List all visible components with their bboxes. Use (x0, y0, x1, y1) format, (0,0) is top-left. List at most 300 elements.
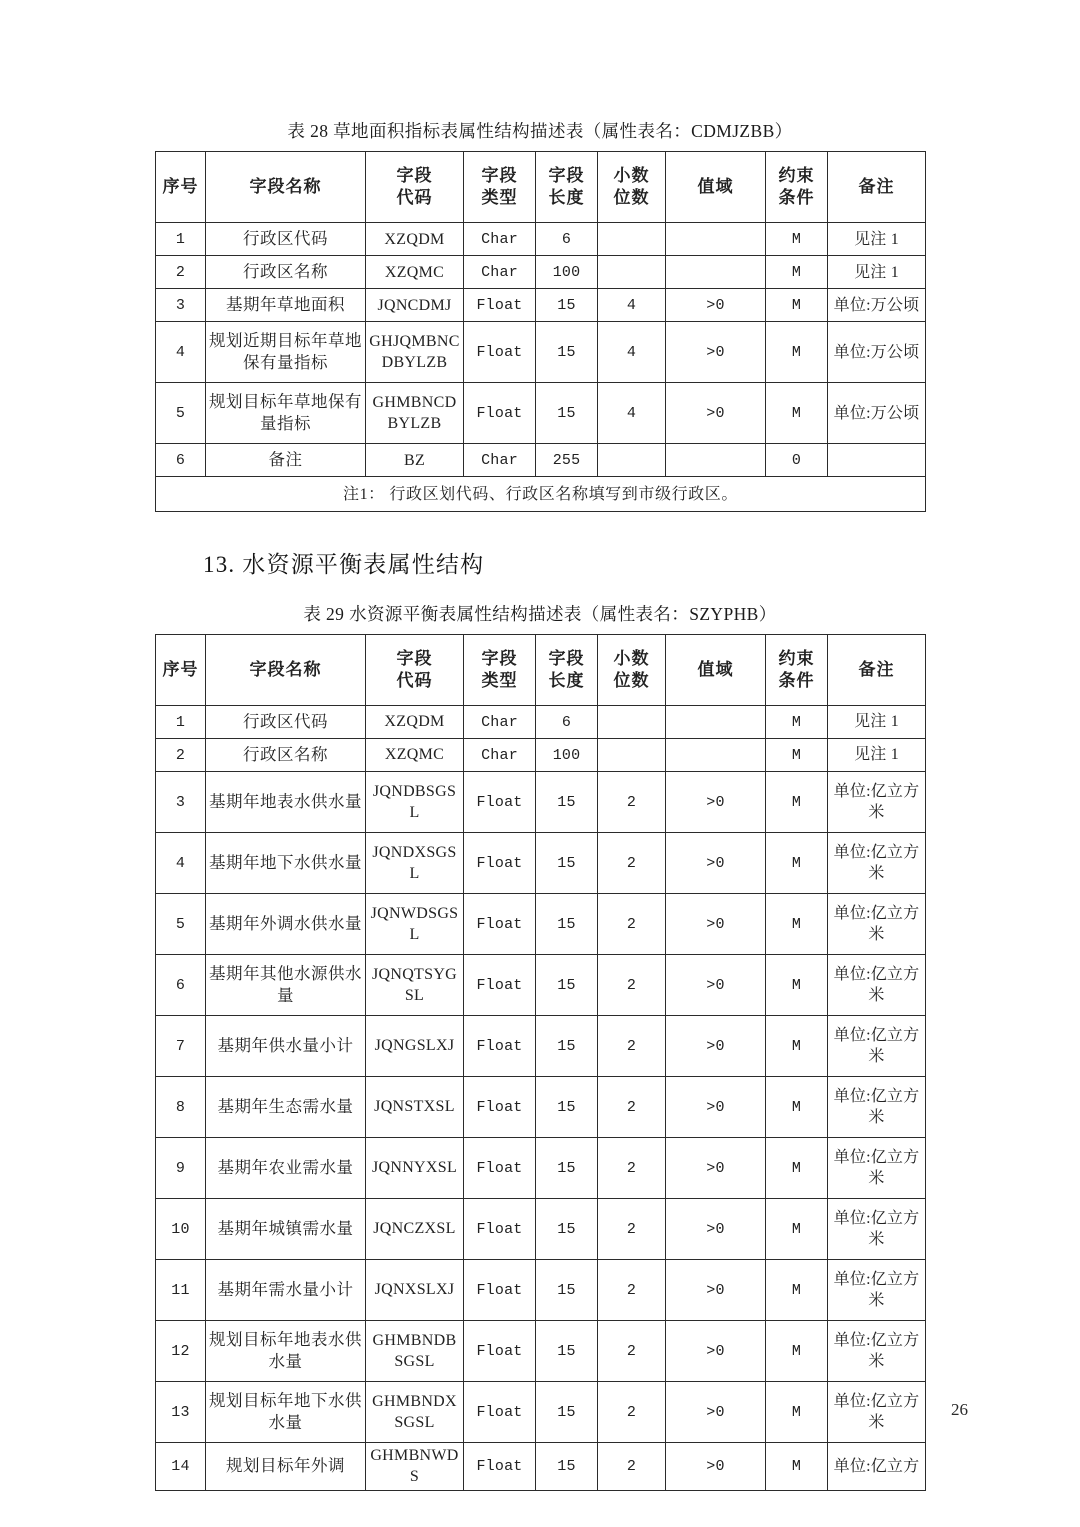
cell-text-idx: 4 (175, 344, 186, 362)
cell-dec (598, 772, 666, 833)
cell-text-idx: 3 (175, 793, 186, 811)
cell-name (206, 1199, 366, 1260)
cell-text-code: XZQDM (384, 230, 445, 248)
cell-text-dom: >0 (706, 297, 725, 315)
table-row (156, 1199, 926, 1260)
cell-text-type: Char (481, 231, 518, 249)
table-row (156, 322, 926, 383)
column-header-line2: 长度 (548, 188, 585, 208)
cell-text-idx: 7 (175, 1037, 186, 1055)
cell-text-dom: >0 (706, 854, 725, 872)
cell-text-code: XZQMC (384, 263, 445, 281)
cell-text-cons: 0 (791, 452, 802, 470)
column-header-idx (156, 635, 206, 706)
cell-len (536, 772, 598, 833)
cell-cons (766, 322, 828, 383)
table-28-footer (156, 477, 926, 512)
cell-text-cons: M (791, 1220, 802, 1238)
cell-text-name: 规划目标年地下水供水量 (209, 1390, 362, 1432)
cell-text-rem: 单位:亿立方米 (833, 782, 920, 821)
column-header-type (464, 152, 536, 223)
cell-cons (766, 955, 828, 1016)
cell-text-idx: 4 (175, 854, 186, 872)
table-row (156, 1443, 926, 1491)
cell-text-idx: 2 (175, 264, 186, 282)
page-number: 26 (951, 1400, 968, 1419)
cell-text-cons: M (791, 1403, 802, 1421)
cell-text-len: 15 (557, 405, 576, 423)
cell-text-cons: M (791, 793, 802, 811)
cell-dom (666, 739, 766, 772)
cell-dec (598, 1199, 666, 1260)
cell-text-dom: >0 (706, 1403, 725, 1421)
cell-text-rem: 见注 1 (854, 230, 899, 248)
cell-dec (598, 383, 666, 444)
cell-code (366, 1443, 464, 1491)
table-row (156, 1138, 926, 1199)
cell-text-name: 基期年地表水供水量 (209, 791, 362, 811)
cell-len (536, 1443, 598, 1491)
cell-cons (766, 223, 828, 256)
table-row (156, 833, 926, 894)
cell-name (206, 223, 366, 256)
cell-idx (156, 383, 206, 444)
cell-text-name: 基期年需水量小计 (217, 1279, 354, 1299)
cell-text-code: JQNDBSGSL (372, 782, 457, 821)
cell-idx (156, 1443, 206, 1491)
cell-dom (666, 1199, 766, 1260)
cell-dom (666, 289, 766, 322)
cell-type (464, 444, 536, 477)
cell-text-dec: 4 (626, 297, 637, 315)
cell-code (366, 444, 464, 477)
cell-rem (828, 739, 926, 772)
cell-name (206, 1443, 366, 1491)
cell-text-type: Float (476, 1403, 523, 1421)
column-header-line1: 备注 (858, 659, 895, 679)
cell-cons (766, 1138, 828, 1199)
cell-text-code: GHMBNCDBYLZB (372, 393, 457, 433)
column-header-rem (828, 152, 926, 223)
column-header-len (536, 635, 598, 706)
cell-text-cons: M (791, 746, 802, 764)
cell-len (536, 322, 598, 383)
table-29-caption: 表 29 水资源平衡表属性结构描述表（属性表名：SZYPHB） (303, 603, 777, 624)
cell-rem (828, 955, 926, 1016)
column-header-line1: 序号 (162, 659, 199, 679)
cell-text-rem: 单位:亿立方米 (833, 965, 920, 1004)
cell-text-code: JQNCZXSL (373, 1220, 456, 1238)
cell-idx (156, 739, 206, 772)
cell-dec (598, 322, 666, 383)
column-header-code (366, 635, 464, 706)
cell-rem (828, 833, 926, 894)
cell-dec (598, 1382, 666, 1443)
cell-idx (156, 1138, 206, 1199)
column-header-line2: 位数 (613, 188, 650, 208)
cell-cons (766, 1016, 828, 1077)
cell-code (366, 833, 464, 894)
cell-text-name: 规划近期目标年草地保有量指标 (209, 330, 362, 373)
cell-text-type: Float (476, 1037, 523, 1055)
cell-text-type: Float (476, 1458, 523, 1476)
column-header-line1: 字段名称 (249, 659, 322, 679)
cell-text-name: 行政区代码 (243, 711, 328, 731)
cell-text-code: JQNGSLXJ (374, 1037, 455, 1055)
cell-text-type: Float (476, 854, 523, 872)
cell-text-dec: 2 (626, 1037, 637, 1055)
cell-text-rem: 见注 1 (854, 746, 899, 764)
cell-text-name: 基期年草地面积 (226, 295, 345, 315)
column-header-line2: 类型 (481, 671, 518, 690)
cell-type (464, 1382, 536, 1443)
cell-name (206, 289, 366, 322)
cell-len (536, 444, 598, 477)
cell-text-name: 规划目标年地表水供水量 (209, 1329, 362, 1371)
cell-name (206, 1016, 366, 1077)
cell-text-idx: 1 (175, 713, 186, 731)
column-header-line1: 字段名称 (249, 177, 322, 197)
cell-text-code: GHMBNWDS (370, 1447, 459, 1486)
table-row (156, 772, 926, 833)
cell-text-type: Float (476, 793, 523, 811)
cell-dom (666, 322, 766, 383)
cell-text-len: 15 (557, 1220, 576, 1238)
cell-text-name: 规划目标年外调 (226, 1456, 345, 1476)
cell-type (464, 1077, 536, 1138)
table-row (156, 955, 926, 1016)
cell-text-idx: 6 (175, 452, 186, 470)
cell-text-len: 6 (561, 231, 572, 249)
cell-type (464, 1260, 536, 1321)
cell-text-idx: 8 (175, 1098, 186, 1116)
cell-code (366, 1382, 464, 1443)
cell-type (464, 1321, 536, 1382)
cell-rem (828, 1382, 926, 1443)
cell-text-type: Float (476, 297, 523, 315)
cell-text-len: 100 (552, 746, 581, 764)
cell-len (536, 383, 598, 444)
cell-text-idx: 14 (171, 1458, 190, 1476)
cell-code (366, 383, 464, 444)
cell-type (464, 833, 536, 894)
cell-code (366, 739, 464, 772)
table-29-header-row (156, 635, 926, 706)
cell-dec (598, 1077, 666, 1138)
cell-text-idx: 3 (175, 297, 186, 315)
cell-text-rem: 单位:亿立方米 (833, 1331, 920, 1370)
cell-text-dom: >0 (706, 793, 725, 811)
cell-text-code: JQNNYXSL (371, 1159, 458, 1177)
cell-type (464, 223, 536, 256)
cell-text-dec: 2 (626, 1403, 637, 1421)
cell-text-rem: 单位:亿立方米 (833, 1270, 920, 1309)
cell-idx (156, 1321, 206, 1382)
cell-text-cons: M (791, 297, 802, 315)
cell-name (206, 706, 366, 739)
cell-code (366, 955, 464, 1016)
cell-len (536, 1260, 598, 1321)
cell-rem (828, 256, 926, 289)
column-header-line2: 条件 (778, 188, 815, 208)
column-header-dec (598, 635, 666, 706)
cell-text-cons: M (791, 264, 802, 282)
cell-dom (666, 1260, 766, 1321)
cell-dom (666, 223, 766, 256)
cell-text-idx: 1 (175, 231, 186, 249)
column-header-line2: 位数 (613, 671, 650, 690)
column-header-line1: 字段 (548, 648, 585, 668)
cell-dec (598, 444, 666, 477)
cell-len (536, 894, 598, 955)
cell-text-dom: >0 (706, 1220, 725, 1238)
cell-text-len: 6 (561, 713, 572, 731)
cell-rem (828, 1077, 926, 1138)
cell-idx (156, 256, 206, 289)
cell-dec (598, 894, 666, 955)
cell-cons (766, 1443, 828, 1491)
cell-dom (666, 1016, 766, 1077)
table-row (156, 223, 926, 256)
table-28-header (156, 152, 926, 223)
cell-text-name: 基期年地下水供水量 (209, 852, 362, 872)
cell-dom (666, 1321, 766, 1382)
table-29-header (156, 635, 926, 706)
column-header-dom (666, 635, 766, 706)
cell-text-type: Float (476, 1098, 523, 1116)
table-row (156, 706, 926, 739)
cell-name (206, 1260, 366, 1321)
cell-text-rem: 单位:亿立方米 (833, 1026, 920, 1065)
cell-text-cons: M (791, 1098, 802, 1116)
column-header-line1: 约束 (778, 165, 815, 185)
column-header-line1: 备注 (858, 177, 895, 197)
cell-type (464, 256, 536, 289)
cell-text-cons: M (791, 231, 802, 249)
cell-idx (156, 833, 206, 894)
cell-cons (766, 289, 828, 322)
cell-rem (828, 1260, 926, 1321)
table-row (156, 1016, 926, 1077)
cell-text-len: 15 (557, 976, 576, 994)
cell-text-name: 行政区名称 (243, 262, 328, 282)
cell-text-code: JQNCDMJ (377, 296, 452, 314)
cell-name (206, 833, 366, 894)
column-header-line2: 长度 (548, 671, 585, 690)
cell-text-cons: M (791, 344, 802, 362)
cell-text-rem: 单位:亿立方米 (833, 904, 920, 943)
cell-name (206, 322, 366, 383)
cell-text-len: 255 (552, 452, 581, 470)
table-28-note: 注1： 行政区划代码、行政区名称填写到市级行政区。 (156, 477, 926, 512)
cell-text-len: 15 (557, 1098, 576, 1116)
cell-text-dom: >0 (706, 1098, 725, 1116)
cell-len (536, 1077, 598, 1138)
cell-name (206, 739, 366, 772)
table-row (156, 1321, 926, 1382)
cell-text-dom: >0 (706, 976, 725, 994)
cell-text-dec: 2 (626, 1458, 637, 1476)
cell-text-type: Float (476, 405, 523, 423)
cell-code (366, 1260, 464, 1321)
cell-dec (598, 706, 666, 739)
cell-name (206, 1321, 366, 1382)
cell-type (464, 1016, 536, 1077)
cell-text-dom: >0 (706, 915, 725, 933)
cell-cons (766, 706, 828, 739)
cell-text-type: Char (481, 713, 518, 731)
cell-text-dom: >0 (706, 1281, 725, 1299)
cell-len (536, 1199, 598, 1260)
cell-text-len: 100 (552, 264, 581, 282)
cell-dec (598, 223, 666, 256)
cell-len (536, 706, 598, 739)
table-row (156, 739, 926, 772)
cell-text-dec: 2 (626, 793, 637, 811)
cell-cons (766, 1077, 828, 1138)
cell-text-idx: 6 (175, 976, 186, 994)
column-header-line1: 字段 (396, 648, 433, 668)
column-header-line1: 字段 (396, 165, 433, 185)
cell-rem (828, 1138, 926, 1199)
cell-dom (666, 772, 766, 833)
cell-code (366, 1321, 464, 1382)
cell-type (464, 289, 536, 322)
cell-code (366, 1077, 464, 1138)
cell-type (464, 739, 536, 772)
cell-text-name: 基期年供水量小计 (217, 1035, 354, 1055)
cell-text-rem: 见注 1 (854, 263, 899, 281)
cell-text-cons: M (791, 854, 802, 872)
cell-text-code: BZ (403, 451, 426, 469)
cell-code (366, 1138, 464, 1199)
table-28-header-row (156, 152, 926, 223)
cell-text-len: 15 (557, 1159, 576, 1177)
table-28 (155, 151, 926, 512)
cell-dom (666, 1443, 766, 1491)
cell-text-code: JQNQTSYGSL (371, 965, 458, 1004)
cell-cons (766, 1321, 828, 1382)
column-header-line2: 条件 (778, 671, 815, 690)
cell-text-idx: 11 (171, 1281, 190, 1299)
cell-text-cons: M (791, 1037, 802, 1055)
cell-code (366, 256, 464, 289)
cell-cons (766, 1260, 828, 1321)
cell-dom (666, 706, 766, 739)
cell-text-dec: 2 (626, 1281, 637, 1299)
cell-text-code: GHMBNDBSGSL (372, 1331, 457, 1370)
cell-text-name: 行政区名称 (243, 744, 328, 764)
cell-text-len: 15 (557, 1281, 576, 1299)
cell-rem (828, 223, 926, 256)
cell-dec (598, 289, 666, 322)
cell-len (536, 256, 598, 289)
table-29-body (156, 706, 926, 1491)
cell-text-dec: 2 (626, 1342, 637, 1360)
cell-text-name: 基期年生态需水量 (217, 1096, 354, 1116)
cell-name (206, 955, 366, 1016)
cell-text-rem: 单位:亿立方 (833, 1457, 920, 1475)
column-header-cons (766, 635, 828, 706)
cell-text-idx: 13 (171, 1403, 190, 1421)
cell-text-dom: >0 (706, 344, 725, 362)
cell-dom (666, 256, 766, 289)
cell-rem (828, 383, 926, 444)
cell-text-dec: 4 (626, 405, 637, 423)
cell-text-cons: M (791, 405, 802, 423)
cell-name (206, 894, 366, 955)
cell-dom (666, 833, 766, 894)
cell-dom (666, 894, 766, 955)
cell-dec (598, 1260, 666, 1321)
cell-cons (766, 444, 828, 477)
section-heading-13: 13. 水资源平衡表属性结构 (203, 552, 485, 578)
cell-text-len: 15 (557, 915, 576, 933)
cell-text-code: XZQMC (384, 746, 445, 764)
table-28-note-row (156, 477, 926, 512)
column-header-line2: 代码 (396, 188, 433, 208)
cell-len (536, 1382, 598, 1443)
cell-cons (766, 894, 828, 955)
cell-name (206, 444, 366, 477)
page-content (155, 118, 925, 1491)
column-header-line1: 序号 (162, 177, 199, 197)
cell-text-dec: 4 (626, 344, 637, 362)
cell-dom (666, 1382, 766, 1443)
table-row (156, 1077, 926, 1138)
cell-type (464, 1443, 536, 1491)
cell-idx (156, 444, 206, 477)
cell-text-len: 15 (557, 1458, 576, 1476)
cell-cons (766, 772, 828, 833)
cell-text-type: Float (476, 1159, 523, 1177)
cell-text-cons: M (791, 1281, 802, 1299)
cell-cons (766, 1382, 828, 1443)
table-row (156, 894, 926, 955)
cell-text-code: JQNSTXSL (374, 1098, 455, 1116)
cell-text-name: 备注 (268, 450, 303, 470)
cell-text-cons: M (791, 1458, 802, 1476)
cell-rem (828, 289, 926, 322)
cell-text-len: 15 (557, 854, 576, 872)
cell-text-code: XZQDM (384, 713, 445, 731)
cell-code (366, 1016, 464, 1077)
cell-type (464, 1199, 536, 1260)
cell-dom (666, 1077, 766, 1138)
cell-idx (156, 1016, 206, 1077)
table-row (156, 1382, 926, 1443)
cell-type (464, 322, 536, 383)
cell-text-cons: M (791, 1159, 802, 1177)
cell-text-name: 规划目标年草地保有量指标 (209, 391, 362, 434)
cell-code (366, 1199, 464, 1260)
cell-text-dom: >0 (706, 1342, 725, 1360)
cell-text-dec: 2 (626, 915, 637, 933)
column-header-line1: 小数 (613, 165, 650, 185)
cell-text-dec: 2 (626, 854, 637, 872)
cell-idx (156, 289, 206, 322)
cell-text-idx: 12 (171, 1342, 190, 1360)
cell-type (464, 706, 536, 739)
cell-text-len: 15 (557, 1342, 576, 1360)
cell-code (366, 223, 464, 256)
cell-code (366, 894, 464, 955)
column-header-idx (156, 152, 206, 223)
cell-text-len: 15 (557, 344, 576, 362)
cell-rem (828, 322, 926, 383)
cell-type (464, 894, 536, 955)
table-row (156, 383, 926, 444)
